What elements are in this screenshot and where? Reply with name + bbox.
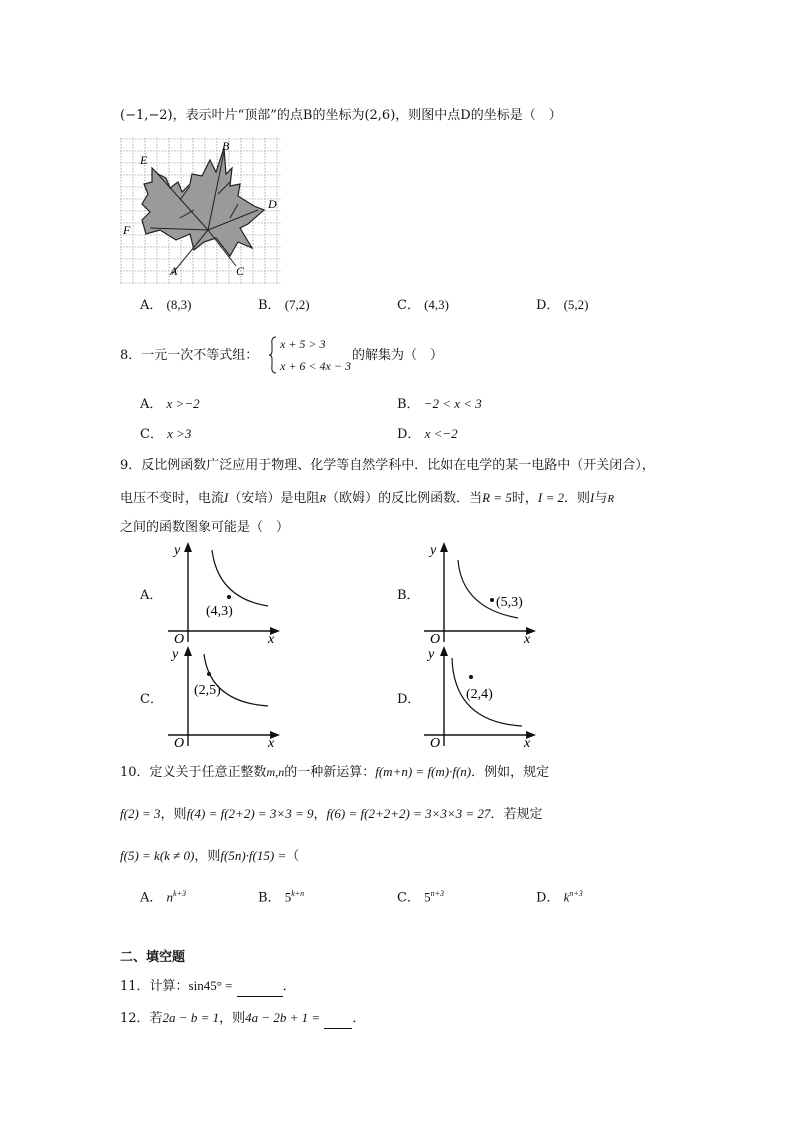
option-letter: C． — [397, 298, 420, 313]
option-letter: D． — [397, 427, 421, 442]
q11-text: ． — [282, 979, 296, 994]
option-letter: C． — [397, 890, 420, 906]
point-label: (4,3) — [206, 604, 233, 619]
option-text: (7,2) — [284, 297, 310, 312]
option-text: x <−2 — [424, 426, 458, 441]
option-exponent: n+3 — [430, 889, 444, 898]
q7-option-a[interactable] — [140, 295, 191, 316]
q8-option-b[interactable] — [397, 394, 482, 415]
x-axis-label: x — [524, 736, 531, 750]
q7-stem — [120, 106, 562, 126]
q11-expr: sin45° = — [188, 978, 233, 993]
q12-cond: 2a − b = 1 — [162, 1010, 220, 1025]
q12-answer-blank[interactable] — [324, 1014, 352, 1029]
option-letter: A． — [140, 397, 163, 412]
q10-text: ，则 — [160, 807, 187, 822]
q9-text: （欧姆）的反比例函数．当 — [326, 491, 483, 506]
y-axis-label: y — [172, 647, 179, 662]
origin-label: O — [430, 632, 441, 646]
option-text: x >−2 — [166, 396, 200, 411]
q12-expr: 4a − 2b + 1 = — [245, 1010, 321, 1025]
q9-text: 与 — [594, 491, 608, 506]
q7-leaf-figure — [120, 138, 282, 284]
label-E: E — [140, 153, 148, 167]
q7-stem-text: (−1,−2)，表示叶片“顶部”的点B的坐标为(2,6)，则图中点D的坐标是（ ） — [120, 108, 562, 123]
option-letter: A． — [140, 298, 163, 313]
q9-text: （安培）是电阻 — [228, 491, 320, 506]
option-text: −2 < x < 3 — [423, 396, 482, 411]
point-label: (5,3) — [496, 595, 523, 610]
q7-option-b[interactable] — [258, 295, 310, 316]
q12 — [120, 1008, 365, 1029]
q10-text: ．例如，规定 — [471, 765, 550, 780]
q10-line1 — [120, 762, 549, 783]
q10-line3 — [120, 846, 299, 867]
q9-option-c-letter[interactable]: C． — [140, 692, 163, 707]
q8-option-a[interactable] — [140, 394, 200, 415]
q9-line3: 之间的函数图象可能是（ ） — [120, 520, 290, 535]
section-title: 二、填空题 — [120, 950, 186, 965]
q12-text: ，则 — [219, 1011, 246, 1026]
q10-option-c[interactable] — [397, 884, 444, 908]
q10-option-a[interactable] — [140, 884, 186, 908]
q10-vars: m,n — [266, 765, 285, 779]
origin-label: O — [174, 736, 185, 750]
q8-option-d[interactable] — [397, 424, 458, 445]
q9-graph-b[interactable] — [416, 540, 540, 646]
q9-text: 电压不变时，电流 — [120, 491, 225, 506]
point-label: (2,4) — [466, 687, 493, 702]
q8-brace — [268, 336, 278, 374]
option-letter: A． — [140, 890, 163, 906]
label-A: A — [170, 264, 178, 278]
option-letter: D． — [536, 890, 560, 906]
option-letter: D． — [536, 298, 560, 313]
option-letter: C． — [140, 427, 163, 442]
q10-expr: f(2) = 3 — [120, 806, 161, 821]
y-axis-label: y — [428, 647, 435, 662]
q9-option-a-letter[interactable]: A． — [140, 588, 163, 603]
q9-cond-i: I = 2 — [537, 490, 564, 505]
q12-text: 12．若 — [120, 1011, 163, 1026]
q9-option-b-letter[interactable]: B． — [397, 588, 420, 603]
x-axis-label: x — [268, 736, 275, 750]
origin-label: O — [174, 632, 185, 646]
option-letter: B． — [258, 298, 281, 313]
q11-answer-blank[interactable] — [237, 982, 283, 997]
q9-text: 时， — [511, 491, 538, 506]
label-F: F — [123, 223, 131, 237]
q10-expr: f(5n)·f(15) = — [220, 848, 287, 863]
label-C: C — [236, 264, 245, 278]
option-base: 5 — [284, 889, 292, 905]
option-text: x >3 — [167, 426, 192, 441]
y-axis-label: y — [430, 543, 437, 558]
x-axis-label: x — [268, 632, 275, 646]
q9-var-r: R — [319, 493, 327, 505]
q8-ineq2: x + 6 < 4x − 3 — [280, 359, 351, 373]
q11 — [120, 976, 296, 997]
point-label: (2,5) — [194, 683, 221, 698]
leaf-shape — [142, 148, 264, 256]
q12-text: ． — [352, 1011, 366, 1026]
q10-text: ．若规定 — [490, 807, 543, 822]
q11-text: 11．计算： — [120, 979, 189, 994]
q9-graph-c[interactable] — [160, 644, 284, 750]
option-base: k — [563, 889, 570, 905]
option-exponent: k+3 — [173, 889, 186, 898]
q10-text: 的一种新运算： — [284, 765, 376, 780]
option-exponent: n+3 — [569, 889, 583, 898]
q9-cond-r: R = 5 — [482, 490, 512, 505]
option-base: 5 — [424, 889, 431, 905]
option-letter: B． — [258, 890, 281, 906]
q8-prefix-text: 8．一元一次不等式组： — [120, 348, 259, 363]
q9-text: ．则 — [563, 491, 590, 506]
q10-option-d[interactable] — [536, 884, 583, 908]
q10-text: （ — [286, 849, 300, 864]
q8-suffix: 的解集为（ ） — [352, 348, 444, 363]
q9-graph-a[interactable] — [160, 540, 284, 646]
q9-var-i: I — [589, 490, 595, 505]
q10-rule: f(m+n) = f(m)·f(n) — [375, 764, 472, 779]
option-text: (5,2) — [563, 297, 589, 312]
q8-ineq1: x + 5 > 3 — [280, 337, 326, 351]
x-axis-label: x — [524, 632, 531, 646]
q9-option-d-letter[interactable]: D． — [397, 692, 421, 707]
y-axis-label: y — [174, 543, 181, 558]
q7-option-c[interactable] — [397, 295, 449, 316]
q10-expr: f(6) = f(2+2+2) = 3×3×3 = 27 — [326, 806, 491, 821]
q10-text: ， — [313, 807, 327, 822]
q9-var-r: R — [607, 493, 615, 505]
q10-option-b[interactable] — [258, 884, 304, 908]
label-D: D — [268, 197, 277, 211]
origin-label: O — [430, 736, 441, 750]
q9-line1: 9．反比例函数广泛应用于物理、化学等自然学科中．比如在电学的某一电路中（开关闭合）， — [120, 458, 655, 473]
q10-text: ，则 — [194, 849, 221, 864]
q9-line2 — [120, 488, 614, 509]
q8-prefix — [120, 346, 258, 366]
q10-line2 — [120, 804, 542, 825]
option-text: (8,3) — [166, 297, 192, 312]
option-exponent: k+n — [291, 889, 305, 898]
q9-var-i: I — [224, 490, 229, 505]
option-letter: B． — [397, 397, 420, 412]
q10-text: 10．定义关于任意正整数 — [120, 765, 267, 780]
label-B: B — [222, 139, 230, 153]
option-base: n — [166, 889, 174, 905]
q10-expr: f(4) = f(2+2) = 3×3 = 9 — [186, 806, 314, 821]
q7-option-d[interactable] — [536, 295, 589, 316]
q9-graph-d[interactable] — [416, 644, 540, 750]
q8-option-c[interactable] — [140, 424, 191, 445]
option-text: (4,3) — [424, 297, 450, 312]
q10-expr: f(5) = k(k ≠ 0) — [120, 848, 195, 863]
